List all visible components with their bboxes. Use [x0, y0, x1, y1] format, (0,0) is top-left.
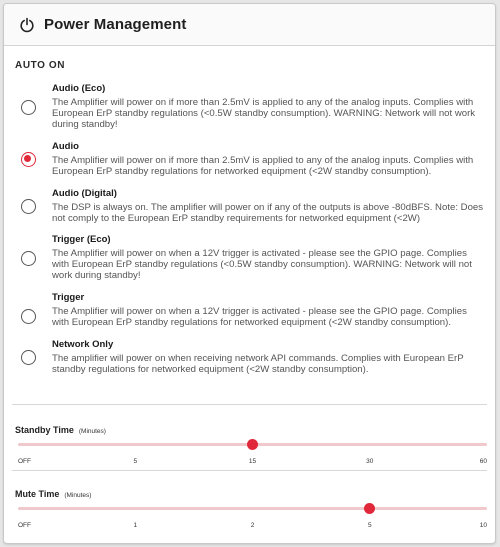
mute-time-tick-label: 5 [367, 522, 372, 529]
page-title: Power Management [44, 16, 187, 33]
option-description: The Amplifier will power on when a 12V trigger is activated - please see the GPIO page. Complies with European ErP standby regulations for networked equipment (<2W standby consumption). [52, 306, 467, 328]
option-label: Trigger [52, 292, 85, 303]
option-label: Audio [52, 141, 79, 152]
option-text [52, 82, 485, 130]
option-audio-digital[interactable] [4, 187, 495, 224]
radio-network-only[interactable] [21, 350, 36, 365]
option-label: Network Only [52, 339, 114, 350]
option-audio-eco[interactable] [4, 82, 495, 130]
standby-time-label [15, 425, 106, 435]
option-text [52, 291, 485, 328]
option-label: Audio (Eco) [52, 83, 106, 94]
power-management-card [3, 3, 496, 544]
auto-on-section-label: AUTO ON [15, 60, 66, 71]
mute-time-unit: (Minutes) [64, 492, 92, 499]
option-label: Trigger (Eco) [52, 234, 111, 245]
option-text [52, 140, 485, 177]
standby-time-title: Standby Time [15, 425, 74, 435]
standby-time-thumb[interactable] [247, 439, 258, 450]
divider [12, 470, 487, 471]
option-description: The amplifier will power on when receiving network API commands. Complies with European ErP standby regulations for networked equipment (<2W standby consumption). [52, 353, 464, 375]
mute-time-tick-label: 2 [250, 522, 255, 529]
standby-time-tick-label: 30 [366, 458, 374, 465]
radio-audio[interactable] [21, 152, 36, 167]
mute-time-thumb[interactable] [364, 503, 375, 514]
mute-time-tick-label: 1 [133, 522, 138, 529]
radio-audio-digital[interactable] [21, 199, 36, 214]
divider [12, 404, 487, 405]
option-trigger[interactable] [4, 291, 495, 328]
option-description: The Amplifier will power on if more than 2.5mV is applied to any of the analog inputs. Complies with European ErP standby regulations for networked equipment (<2W standby consumption). [52, 155, 474, 177]
mute-time-title: Mute Time [15, 489, 60, 499]
standby-time-unit: (Minutes) [78, 428, 106, 435]
mute-time-tick-label: OFF [18, 522, 31, 529]
standby-time-tick-label: 5 [133, 458, 138, 465]
option-label: Audio (Digital) [52, 188, 117, 199]
option-description: The Amplifier will power on if more than 2.5mV is applied to any of the analog inputs. Complies with European ErP standby regulations (<0.5W standby consumption). WARNING: Network will not work during standby! [52, 97, 476, 130]
option-text [52, 187, 485, 224]
option-network-only[interactable] [4, 338, 495, 375]
standby-time-tick-label: OFF [18, 458, 31, 465]
power-icon [19, 17, 35, 33]
option-audio[interactable] [4, 140, 495, 177]
mute-time-label [15, 489, 91, 499]
card-header [4, 4, 495, 46]
standby-time-track[interactable] [18, 443, 487, 446]
option-text [52, 338, 485, 375]
radio-audio-eco[interactable] [21, 100, 36, 115]
mute-time-track[interactable] [18, 507, 487, 510]
standby-time-tick-label: 60 [479, 458, 487, 465]
option-description: The Amplifier will power on when a 12V trigger is activated - please see the GPIO page. Complies with European ErP standby regulations (<0.5W standby consumption). WARNING: Network will not work during standby! [52, 248, 472, 281]
option-description: The DSP is always on. The amplifier will power on if any of the outputs is above -80dBFS. Note: Does not comply to the European ErP standby requirements for networked equipment (<2W) [52, 202, 484, 224]
auto-on-options [4, 82, 495, 384]
option-text [52, 233, 485, 281]
radio-trigger-eco[interactable] [21, 251, 36, 266]
option-trigger-eco[interactable] [4, 233, 495, 281]
standby-time-tick-label: 15 [248, 458, 257, 465]
mute-time-tick-label: 10 [479, 522, 487, 529]
radio-trigger[interactable] [21, 309, 36, 324]
